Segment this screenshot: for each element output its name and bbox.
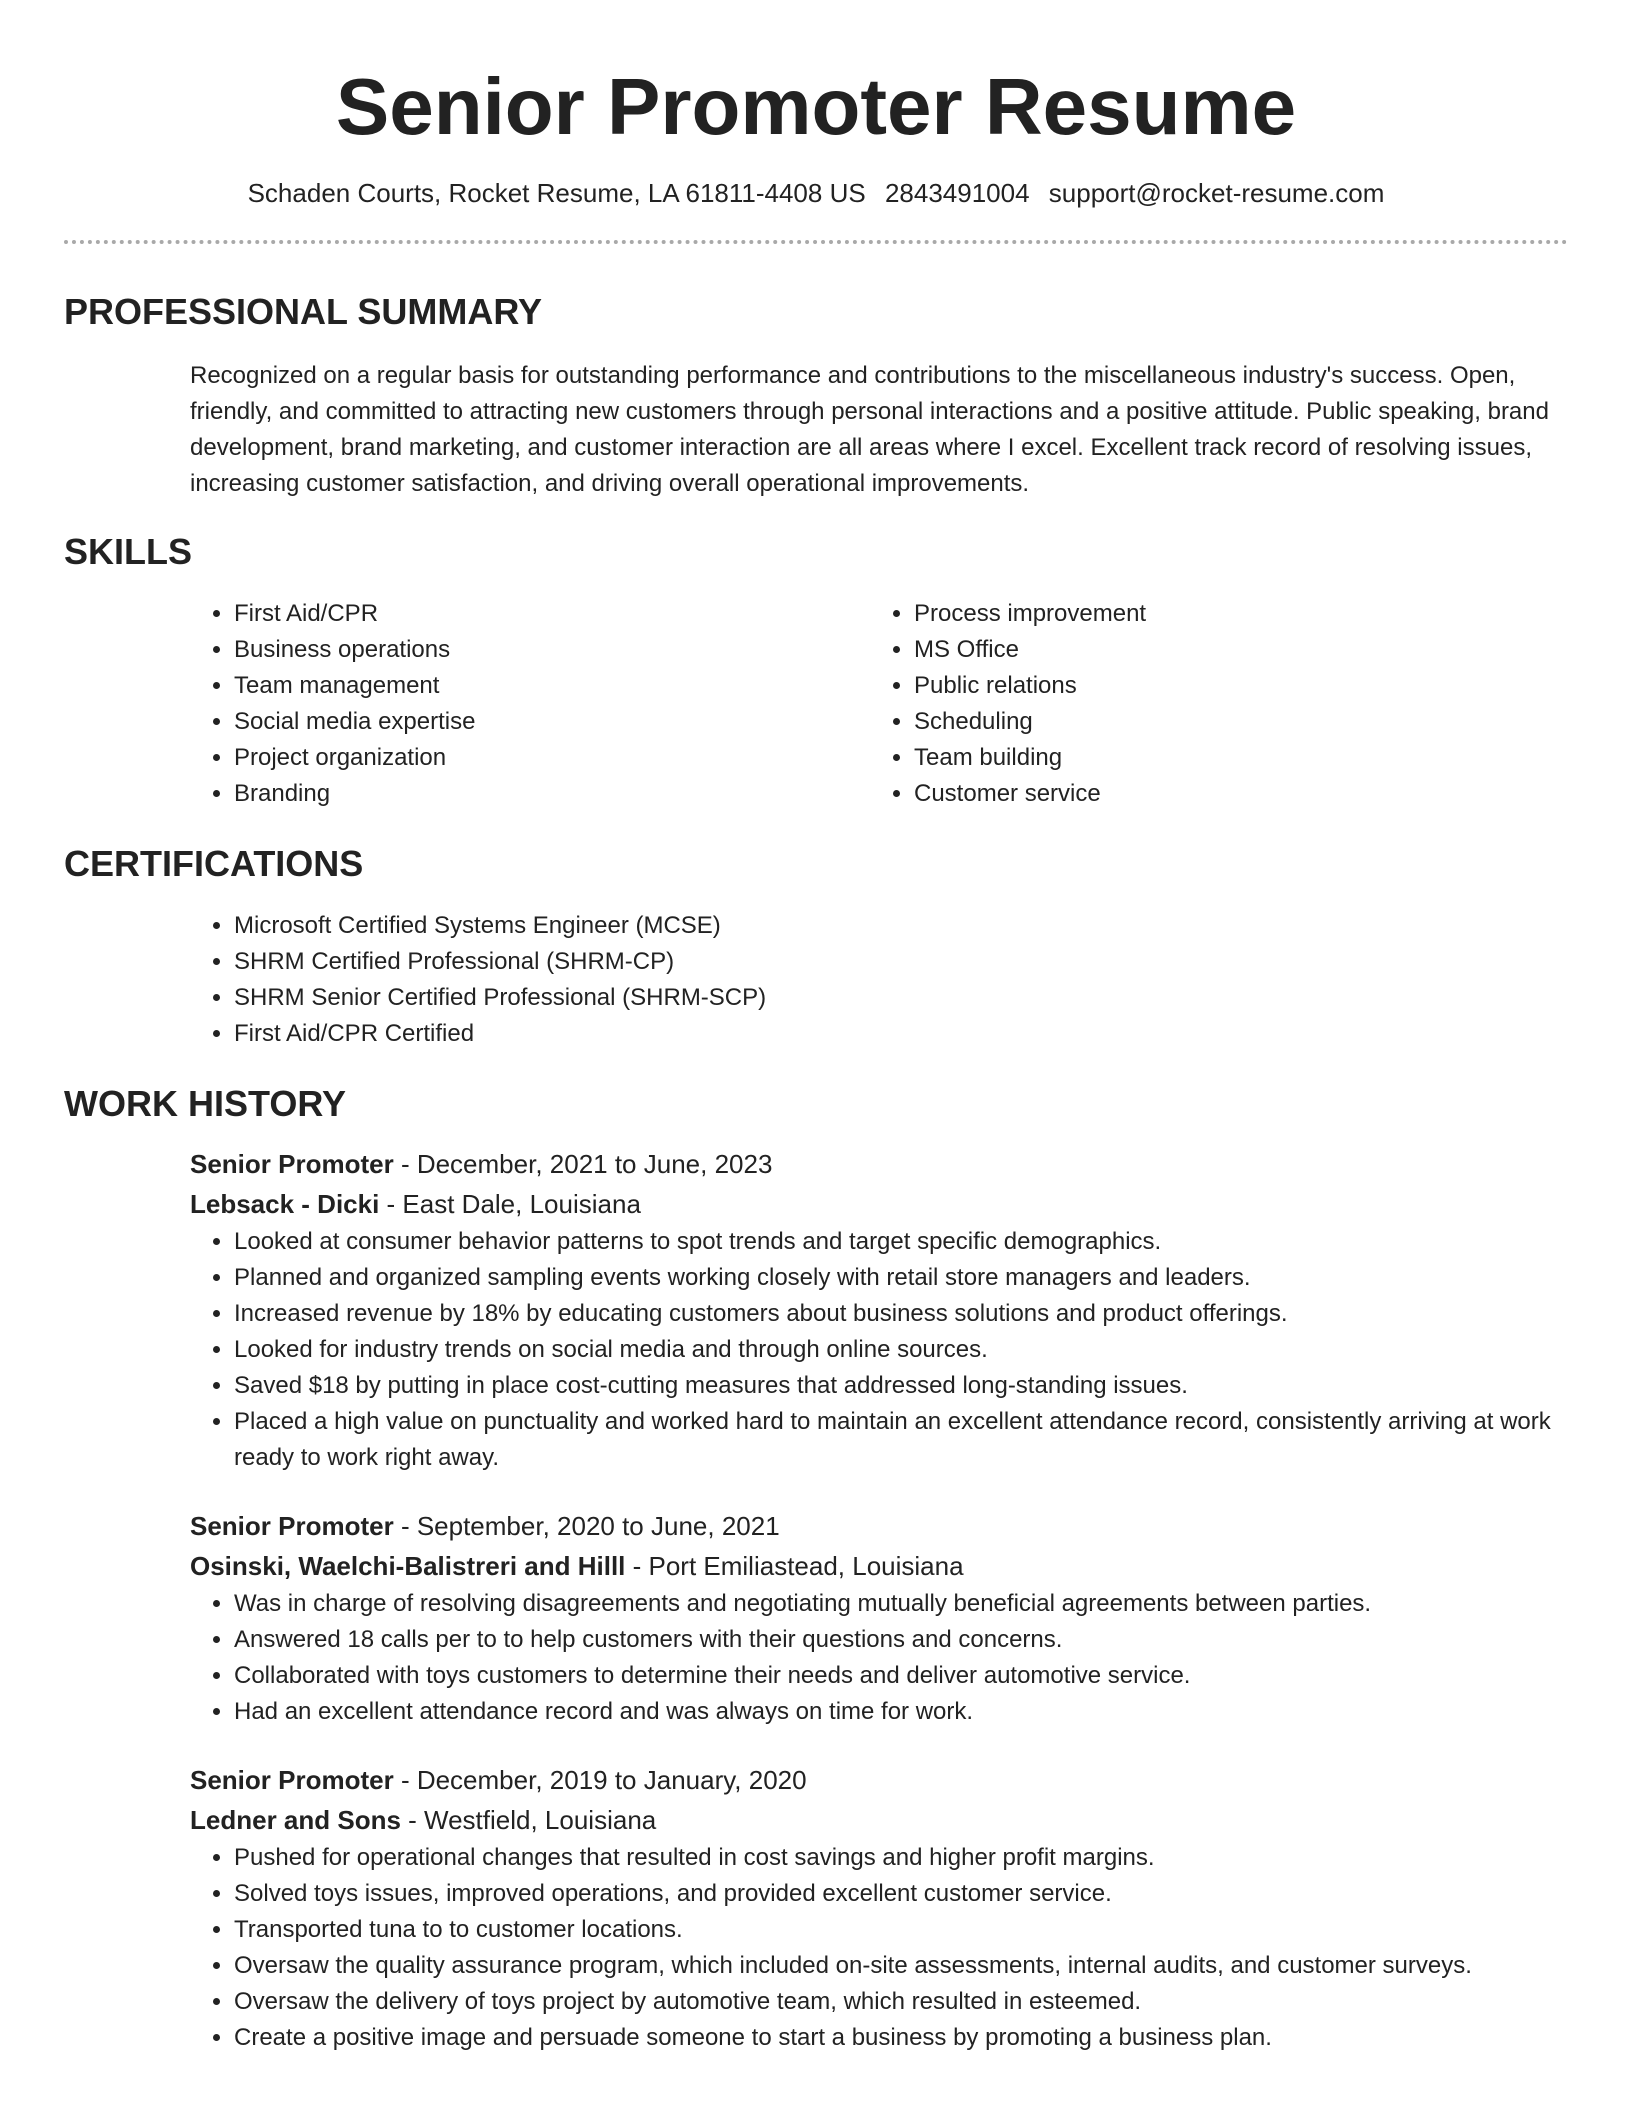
section-professional-summary <box>64 290 1568 502</box>
job-bullet: • Create a positive image and persuade someone to start a business by promoting a business plan. <box>234 2020 1568 2056</box>
skills-body <box>64 596 1568 812</box>
skills-column-right <box>870 596 1550 812</box>
section-work-history <box>64 1082 1568 2056</box>
job-bullet: • Oversaw the delivery of toys project by automotive team, which resulted in esteemed. <box>234 1984 1568 2020</box>
section-title-work-history: WORK HISTORY <box>64 1083 347 1124</box>
skill-item: • Process improvement <box>914 596 1550 632</box>
summary-text: Recognized on a regular basis for outstanding performance and contributions to the miscellaneous industry's success. Open, friendly, and committed to attracting new customers through personal interactions and a positive attitude. Public speaking, brand development, brand marketing, and customer interaction are all areas where I excel. Excellent track record of resolving issues, increasing customer satisfaction, and driving overall operational improvements. <box>190 362 1549 497</box>
skill-item: • Branding <box>234 776 870 812</box>
job-dates: - December, 2019 to January, 2020 <box>393 1765 807 1795</box>
skill-item: • Team management <box>234 668 870 704</box>
job-location: - Westfield, Louisiana <box>400 1805 657 1835</box>
job-bullets <box>190 1840 1568 2056</box>
job-role: Senior Promoter <box>190 1765 394 1795</box>
job-bullet: • Increased revenue by 18% by educating customers about business solutions and product offerings. <box>234 1296 1568 1332</box>
job-role: Senior Promoter <box>190 1511 394 1541</box>
job-bullet: • Placed a high value on punctuality and worked hard to maintain an excellent attendance record, consistently arriving at work ready to work right away. <box>234 1404 1568 1476</box>
job-bullet: • Transported tuna to to customer locations. <box>234 1912 1568 1948</box>
job-location: - East Dale, Louisiana <box>379 1189 641 1219</box>
job-company: Ledner and Sons <box>190 1805 401 1835</box>
skills-list-left <box>190 596 870 812</box>
job-bullet: • Looked at consumer behavior patterns to spot trends and target specific demographics. <box>234 1224 1568 1260</box>
job-company-line <box>190 1546 1568 1586</box>
skill-item: • Business operations <box>234 632 870 668</box>
job-bullet: • Saved $18 by putting in place cost-cutting measures that addressed long-standing issues. <box>234 1368 1568 1404</box>
job-company: Osinski, Waelchi-Balistreri and Hilll <box>190 1551 626 1581</box>
certification-item: • First Aid/CPR Certified <box>234 1016 1568 1052</box>
contact-email: support@rocket-resume.com <box>1048 178 1385 208</box>
job-role: Senior Promoter <box>190 1149 394 1179</box>
job-role-line <box>190 1760 1568 1800</box>
skill-item: • Team building <box>914 740 1550 776</box>
job-bullet: • Answered 18 calls per to to help customers with their questions and concerns. <box>234 1622 1568 1658</box>
skills-list-right <box>870 596 1550 812</box>
work-history-body <box>64 1144 1568 2056</box>
job-dates: - December, 2021 to June, 2023 <box>393 1149 773 1179</box>
job-bullet: • Looked for industry trends on social media and through online sources. <box>234 1332 1568 1368</box>
resume-title: Senior Promoter Resume <box>335 62 1297 151</box>
contact-line <box>64 176 1568 210</box>
skill-item: • Social media expertise <box>234 704 870 740</box>
job-company-line <box>190 1800 1568 1840</box>
certifications-list <box>190 908 1568 1052</box>
job-bullet: • Solved toys issues, improved operations, and provided excellent customer service. <box>234 1876 1568 1912</box>
skills-column-left <box>190 596 870 812</box>
summary-body <box>64 358 1568 502</box>
certification-item: • Microsoft Certified Systems Engineer (MCSE) <box>234 908 1568 944</box>
job-entry-1 <box>190 1144 1568 1476</box>
header-divider <box>64 240 1568 244</box>
skill-item: • Customer service <box>914 776 1550 812</box>
job-bullets <box>190 1586 1568 1730</box>
job-dates: - September, 2020 to June, 2021 <box>393 1511 780 1541</box>
skill-item: • MS Office <box>914 632 1550 668</box>
skills-grid <box>190 596 1568 812</box>
section-title-summary: PROFESSIONAL SUMMARY <box>64 291 543 332</box>
job-entry-3 <box>190 1760 1568 2056</box>
section-skills <box>64 530 1568 812</box>
job-bullet: • Had an excellent attendance record and was always on time for work. <box>234 1694 1568 1730</box>
contact-address: Schaden Courts, Rocket Resume, LA 61811-4408 US <box>247 178 866 208</box>
contact-phone: 2843491004 <box>884 178 1030 208</box>
job-bullet: • Oversaw the quality assurance program, which included on-site assessments, internal audits, and customer surveys. <box>234 1948 1568 1984</box>
job-company: Lebsack - Dicki <box>190 1189 380 1219</box>
certification-item: • SHRM Senior Certified Professional (SHRM-SCP) <box>234 980 1568 1016</box>
skill-item: • First Aid/CPR <box>234 596 870 632</box>
section-title-skills: SKILLS <box>64 531 193 572</box>
job-bullet: • Collaborated with toys customers to determine their needs and deliver automotive service. <box>234 1658 1568 1694</box>
job-company-line <box>190 1184 1568 1224</box>
skill-item: • Public relations <box>914 668 1550 704</box>
job-bullet: • Pushed for operational changes that resulted in cost savings and higher profit margins. <box>234 1840 1568 1876</box>
job-entry-2 <box>190 1506 1568 1730</box>
job-role-line <box>190 1144 1568 1184</box>
skill-item: • Project organization <box>234 740 870 776</box>
job-bullet: • Planned and organized sampling events working closely with retail store managers and leaders. <box>234 1260 1568 1296</box>
job-role-line <box>190 1506 1568 1546</box>
job-bullets <box>190 1224 1568 1476</box>
certifications-body <box>64 908 1568 1052</box>
certification-item: • SHRM Certified Professional (SHRM-CP) <box>234 944 1568 980</box>
section-title-certifications: CERTIFICATIONS <box>64 843 364 884</box>
section-certifications <box>64 842 1568 1052</box>
job-location: - Port Emiliastead, Louisiana <box>625 1551 964 1581</box>
skill-item: • Scheduling <box>914 704 1550 740</box>
job-bullet: • Was in charge of resolving disagreements and negotiating mutually beneficial agreements between parties. <box>234 1586 1568 1622</box>
